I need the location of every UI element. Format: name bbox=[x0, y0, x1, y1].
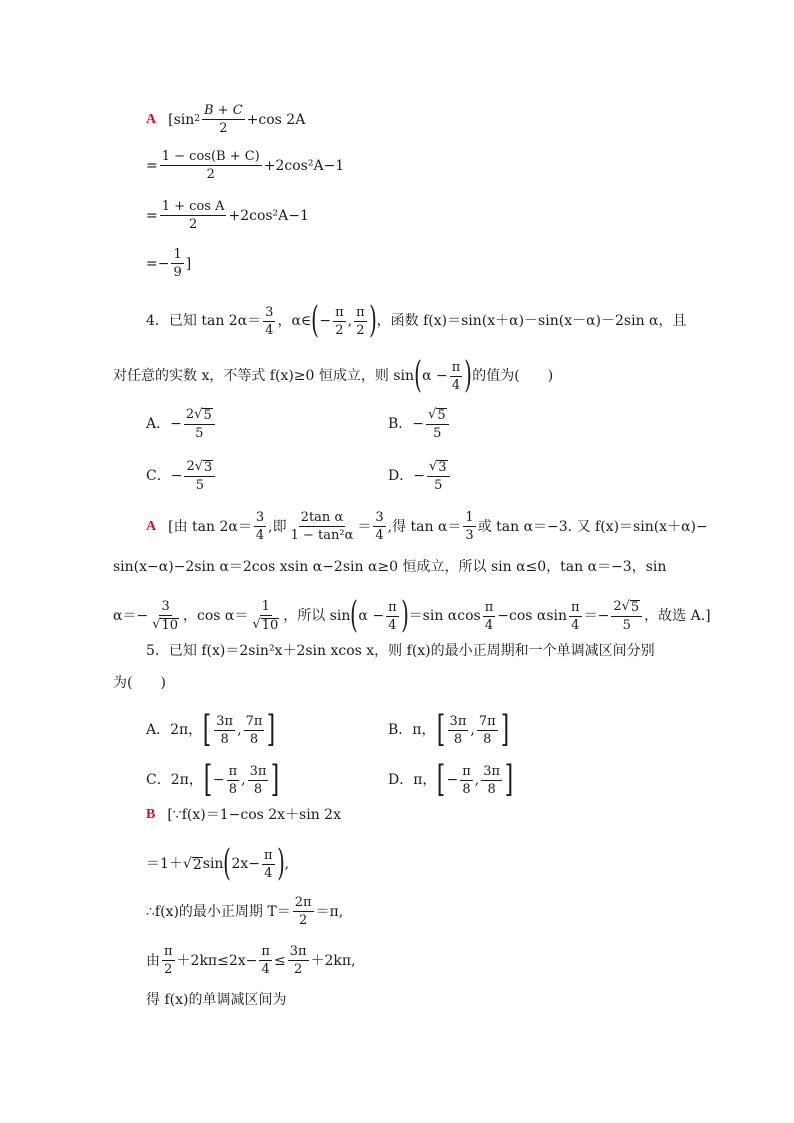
fraction: $\frac{3}{4}$ bbox=[255, 510, 265, 543]
fraction: $\frac{7\pi}{8}$ bbox=[245, 713, 263, 747]
fraction: 1 √ 10 bbox=[252, 599, 279, 633]
fraction: 3 √ 10 bbox=[152, 599, 179, 633]
fraction: $\frac{\pi}{2}$ bbox=[356, 304, 365, 338]
fraction: √ 5 5 bbox=[426, 408, 449, 440]
fraction: $\frac{3\pi}{8}$ bbox=[249, 763, 267, 797]
q5-solution-line-3: ∴f(x)的最小正周期 T＝ $\frac{2\pi}{2}$ ＝π, bbox=[146, 895, 344, 928]
fraction: $\frac{\pi}{8}$ bbox=[228, 763, 238, 797]
fraction: $\frac{3\pi}{8}$ bbox=[449, 713, 467, 747]
fraction: $\frac{3}{4}$ bbox=[265, 304, 274, 338]
q4-option-c[interactable]: C． − 2√ 3 5 bbox=[146, 460, 217, 492]
q5-option-d[interactable]: D． π， [ − $\frac{\pi}{8}$ , $\frac{3\pi}{8}$ ] bbox=[388, 759, 514, 800]
q5-solution-line-2: ＝1＋ √ 2 sin ( 2x− $\frac{\pi}{4}$ ) , bbox=[146, 843, 290, 884]
q4-solution-line-2: sin(x−α)−2sin α＝2cos xsin α−2sin α≥0 恒成立，所以 sin α≤0，tan α＝−3，sin bbox=[113, 559, 667, 575]
q4-solution-line-3: α＝− 3 √ 10 ，cos α＝ 1 √ 10 ，所以 sin ( α − $\frac{\pi}{4}$ ) ＝sin αcos $\frac{\pi}{4}$ −cos αsin $\frac{\pi}{4}$ ＝− 2√ 5 5 ，故选 A.] bbox=[113, 595, 711, 636]
fraction: $\frac{\pi}{4}$ bbox=[571, 599, 580, 633]
q5-stem-line-2: 为( ) bbox=[113, 675, 166, 691]
fraction: $\frac{\pi}{4}$ bbox=[388, 599, 397, 633]
fraction: $\frac{\text{2tan α}}{\text{1 − tan²α}}$ bbox=[290, 510, 354, 543]
fraction: $\frac{\pi}{4}$ bbox=[261, 944, 270, 977]
fraction: √ 3 5 bbox=[427, 460, 450, 492]
fraction: 2√ 5 5 bbox=[184, 408, 215, 440]
q3-solution-line-4: =− $\frac{1}{9}$ ] bbox=[146, 247, 192, 280]
fraction: $\frac{\text{1 + cos A}}{2}$ bbox=[161, 199, 225, 232]
q5-solution-line-4: 由 $\frac{\pi}{2}$ ＋2kπ≤2x− $\frac{\pi}{4}$ ≤ $\frac{3\pi}{2}$ ＋2kπ, bbox=[146, 944, 356, 977]
fraction: 2√ 3 5 bbox=[184, 460, 215, 492]
q4-stem-line-2: 对任意的实数 x，不等式 f(x)≥0 恒成立，则 sin ( α − $\frac{\pi}{4}$ ) 的值为( ) bbox=[113, 355, 554, 396]
q4-option-a[interactable]: A． − 2√ 5 5 bbox=[146, 408, 217, 440]
q4-answer-letter: A bbox=[146, 518, 157, 534]
fraction: $\frac{3\pi}{8}$ bbox=[483, 763, 501, 797]
q4-solution-line-1: A [由 tan 2α＝ $\frac{3}{4}$ ,即 $\frac{\text{2tan α}}{\text{1 − tan²α}}$ ＝ $\frac{3}{4}$ ,得 tan α＝ $\frac{1}{3}$ 或 tan α＝−3. 又 f(x)＝sin(x＋α)− bbox=[146, 510, 708, 543]
q3-solution-line-2: = $\frac{1 - \cos(B + C)}{2}$ +2cos²A−1 bbox=[146, 149, 345, 182]
q5-option-b[interactable]: B． π， [ $\frac{3\pi}{8}$ , $\frac{7\pi}{8}$ ] bbox=[388, 709, 509, 750]
fraction: $\frac{\pi}{2}$ bbox=[164, 944, 173, 977]
fraction: 2√ 5 5 bbox=[611, 600, 642, 632]
fraction: $\frac{3}{4}$ bbox=[375, 510, 384, 543]
q5-solution-line-5: 得 f(x)的单调减区间为 bbox=[146, 992, 287, 1008]
q4-stem-line-1: 4．已知 tan 2α＝ $\frac{3}{4}$ ，α∈ ( − $\frac{\pi}{2}$ , $\frac{\pi}{2}$ ) ，函数 f(x)＝sin(x＋α)－sin(x－α)－2sin α，且 bbox=[146, 300, 687, 341]
fraction: $\frac{\pi}{2}$ bbox=[335, 304, 344, 338]
fraction: $\frac{1}{3}$ bbox=[465, 510, 474, 543]
q3-solution-line-1: A [sin 2 $\frac{B + C}{2}$ +cos 2A bbox=[146, 103, 306, 136]
q4-option-b[interactable]: B． − √ 5 5 bbox=[388, 408, 451, 440]
fraction: $\frac{1 - \cos(B + C)}{2}$ bbox=[161, 149, 260, 182]
fraction: $\frac{1}{9}$ bbox=[173, 247, 182, 280]
q3-answer-letter: A bbox=[146, 111, 157, 127]
q5-solution-line-1: B [∵f(x)＝1−cos 2x＋sin 2x bbox=[146, 807, 341, 823]
fraction: $\frac{\pi}{8}$ bbox=[462, 763, 471, 797]
fraction: $\frac{B + C}{2}$ bbox=[204, 103, 243, 136]
q5-option-c[interactable]: C． 2π， [ − $\frac{\pi}{8}$ , $\frac{3\pi}{8}$ ] bbox=[146, 759, 280, 800]
fraction: $\frac{7\pi}{8}$ bbox=[478, 713, 496, 747]
q4-option-d[interactable]: D． − √ 3 5 bbox=[388, 460, 452, 492]
fraction: $\frac{3\pi}{8}$ bbox=[216, 713, 234, 747]
q5-option-a[interactable]: A． 2π， [ $\frac{3\pi}{8}$ , $\frac{7\pi}{8}$ ] bbox=[146, 709, 276, 750]
fraction: $\frac{\pi}{4}$ bbox=[264, 847, 273, 881]
fraction: $\frac{\pi}{4}$ bbox=[484, 599, 494, 633]
q5-answer-letter: B bbox=[146, 807, 156, 822]
q3-solution-line-3: = $\frac{\text{1 + cos A}}{2}$ +2cos²A−1 bbox=[146, 199, 309, 232]
fraction: $\frac{2\pi}{2}$ bbox=[294, 895, 312, 928]
q5-stem-line-1: 5．已知 f(x)＝2sin²x＋2sin xcos x，则 f(x)的最小正周期和一个单调减区间分别 bbox=[146, 643, 655, 659]
fraction: $\frac{\pi}{4}$ bbox=[451, 359, 461, 393]
fraction: $\frac{3\pi}{2}$ bbox=[289, 944, 307, 977]
